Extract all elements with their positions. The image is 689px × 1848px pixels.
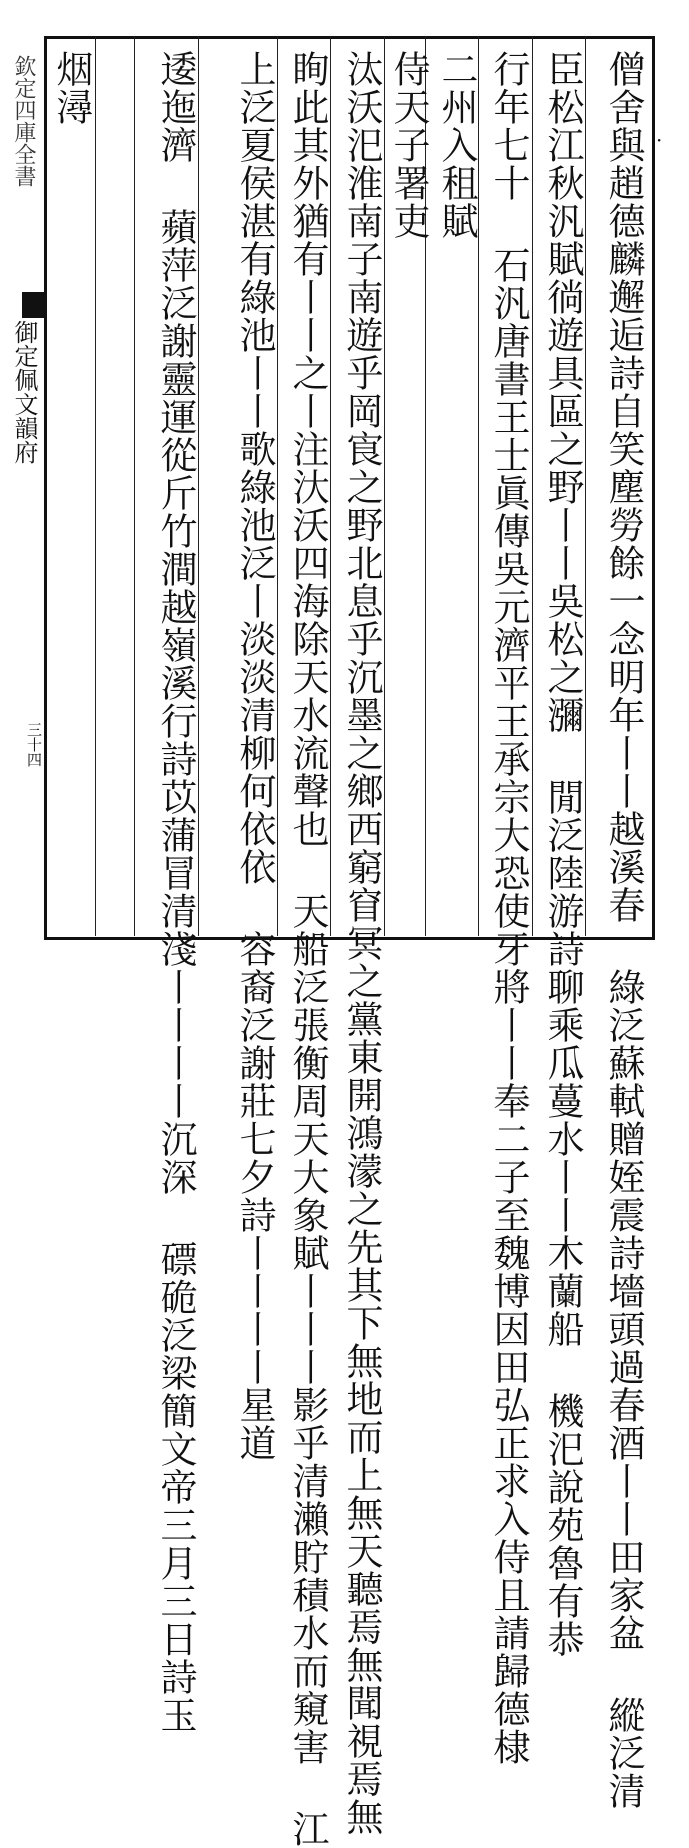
text-column-3: 行年七十 石汎唐書王士眞傳吳元濟平王承宗大恐使牙將丨丨奉二子至魏博因田弘正求入侍且請歸德棣 xyxy=(487,50,530,1766)
column-rule xyxy=(384,36,385,936)
text-column-6: 汰沃汜淮南子南遊乎岡㝗之野北息乎沉墨之鄉西窮窅冥之黨東開鴻濛之先其下無地而上無天聽焉無聞視焉無 xyxy=(340,50,383,1836)
text-column-4: 二州入租賦 xyxy=(435,50,478,240)
text-column-10: 烟潯 xyxy=(50,50,93,126)
column-rule xyxy=(585,36,586,936)
column-rule xyxy=(134,36,135,936)
text-column-5: 侍天子署吏 xyxy=(387,50,430,240)
text-column-2: 臣松江秋汎賦徜遊具區之野丨丨吳松之瀰 閒泛陸游詩聊乘瓜蔓水丨丨木蘭船 機汜說苑魯有恭 xyxy=(541,50,584,1658)
column-rule xyxy=(277,36,278,936)
column-rule xyxy=(330,36,331,936)
text-column-1: 僧舍與趙德麟邂逅詩自笑塵勞餘一念明年丨丨越溪春 綠泛蘇軾贈姪震詩墻頭過春酒丨丨田家盆 縱泛清 xyxy=(602,50,645,1810)
fish-tail-mark-icon xyxy=(22,292,44,318)
column-rule xyxy=(95,36,96,936)
page-number: 三十四 xyxy=(25,722,43,767)
text-column-8: 上泛夏侯湛有綠池丨丨歌綠池泛丨淡淡清柳何依依 容裔泛謝莊七夕詩丨丨丨丨星道 xyxy=(233,50,276,1462)
text-column-7: 眴此其外猶有丨丨之丨注汏沃四海除天水流聲也 天船泛張衡周天大象賦丨丨丨影乎清瀨貯積水而窺害 江 xyxy=(286,50,329,1848)
book-title: 御定佩文韻府 xyxy=(10,320,38,464)
column-rule xyxy=(532,36,533,936)
margin-header: 欽定四庫全書 xyxy=(11,55,36,187)
column-rule xyxy=(198,36,199,936)
column-rule xyxy=(478,36,479,936)
text-column-9: 逶迤濟 蘋萍泛謝靈運從斤竹澗越嶺溪行詩苡蒲冒清淺丨丨丨丨沉深 磦硊泛梁簡文帝三月三日詩玉 xyxy=(154,50,197,1734)
margin-dot: · xyxy=(656,128,663,152)
